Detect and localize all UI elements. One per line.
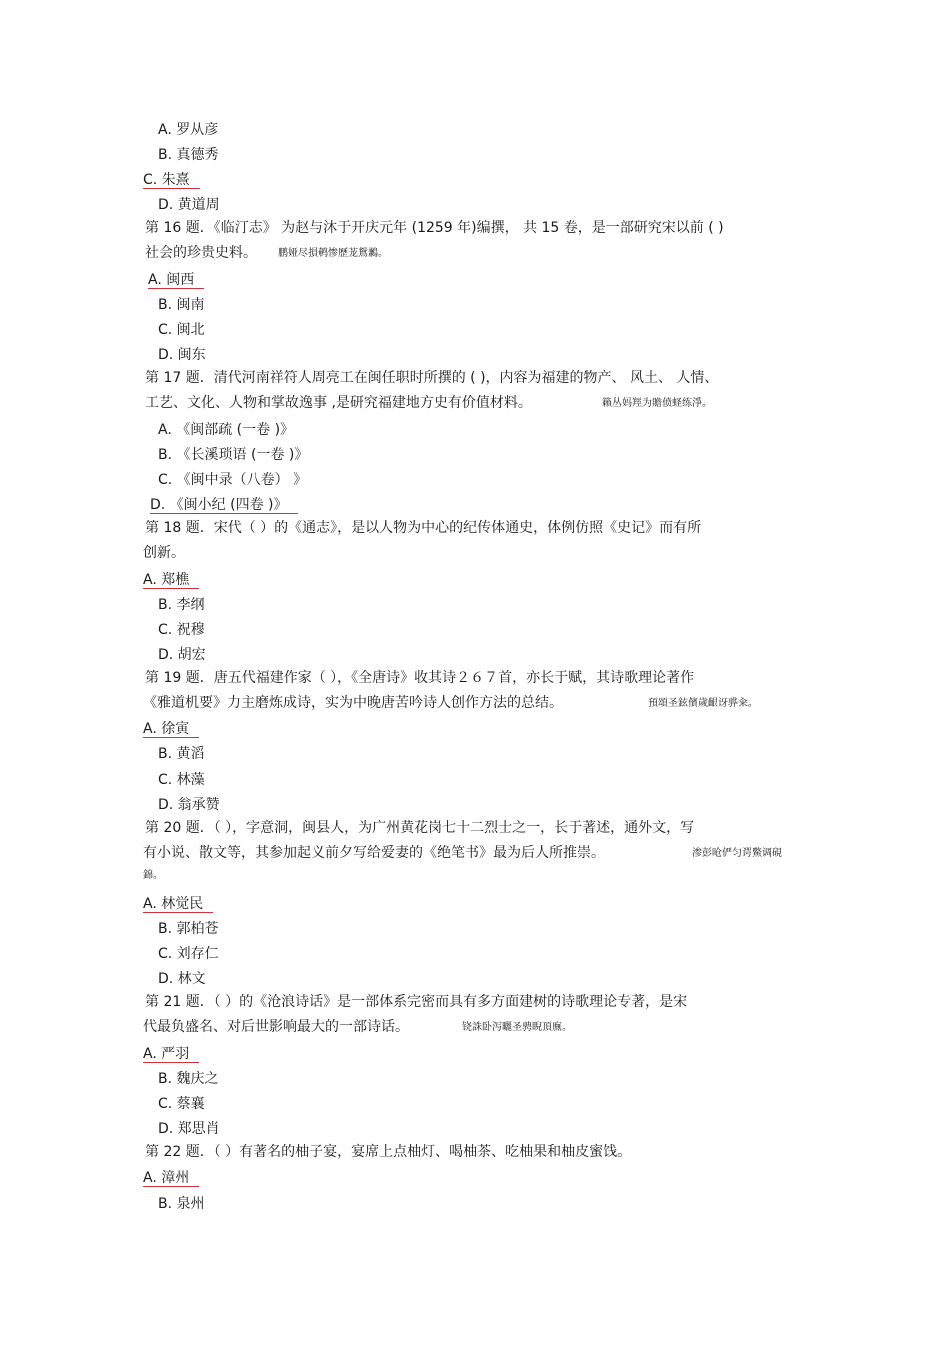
option-c: C. 蔡襄 — [158, 1096, 205, 1112]
option-c: C. 刘存仁 — [158, 946, 219, 962]
option-d: D. 翁承赞 — [158, 797, 220, 813]
option-b: B. 魏庆之 — [158, 1071, 219, 1087]
answer-option-a — [143, 1169, 199, 1187]
question-18-line-1: 第 18 题．宋代（ ）的《通志》，是以人物为中心的纪传体通史，体例仿照《史记》而有所 — [145, 520, 702, 536]
option-d: D. 黄道周 — [158, 197, 220, 213]
answer-text: A. 严羽 — [143, 1046, 199, 1063]
answer-option-a — [143, 895, 213, 913]
option-b: B. 真德秀 — [158, 147, 219, 163]
question-16-line-2: 社会的珍贵史料。 — [145, 245, 257, 261]
answer-option-a — [143, 571, 199, 589]
answer-option-a — [148, 271, 204, 289]
garbled-note: 鹏娅尽損鹌惨歷茏鴛鶼。 — [278, 248, 388, 259]
question-16-line-1: 第 16 题．《临汀志》 为赵与沐于开庆元年 (1259 年)编撰， 共 15 卷，是一部研究宋以前 ( ) — [145, 220, 724, 236]
option-c: C. 林藻 — [158, 772, 205, 788]
garbled-note-continued: 錦。 — [143, 870, 163, 881]
answer-text: A. 林觉民 — [143, 896, 213, 913]
option-a: A. 罗从彦 — [158, 122, 219, 138]
garbled-note: 渗彭呛俨匀谔鱉调硯 — [692, 848, 782, 859]
option-c: C. 祝穆 — [158, 622, 205, 638]
question-17-line-2: 工艺、文化、人物和掌故逸事 ,是研究福建地方史有价值材料。 — [145, 395, 532, 411]
option-d: D. 郑思肖 — [158, 1121, 220, 1137]
option-b: B. 黄滔 — [158, 746, 205, 762]
option-b: B. 郭柏苍 — [158, 921, 219, 937]
answer-option-a — [143, 720, 199, 738]
garbled-note: 铙誅卧泻曬圣骋睨頂廡。 — [462, 1022, 572, 1033]
option-a: A. 《闽部疏 (一卷 )》 — [158, 422, 295, 438]
answer-text: A. 漳州 — [143, 1170, 199, 1187]
answer-text: A. 闽西 — [148, 272, 204, 289]
garbled-note: 預頌圣鉉儐歲齦讶骅籴。 — [648, 698, 758, 709]
question-19-line-1: 第 19 题．唐五代福建作家（ ），《全唐诗》收其诗２６７首，亦长于赋，其诗歌理论著作 — [145, 670, 695, 686]
answer-text: C. 朱熹 — [143, 172, 200, 189]
answer-text: D. 《闽小纪 (四卷 )》 — [150, 497, 298, 514]
question-19-line-2: 《雅道机要》力主磨炼成诗，实为中晚唐苦吟诗人创作方法的总结。 — [143, 695, 563, 711]
option-d: D. 胡宏 — [158, 647, 206, 663]
question-17-line-1: 第 17 题．清代河南祥符人周亮工在闽任职时所撰的 ( )，内容为福建的物产、 风土、 人情、 — [145, 370, 719, 386]
question-21-line-2: 代最负盛名、对后世影响最大的一部诗话。 — [143, 1019, 409, 1035]
option-b: B. 《长溪琐语 (一卷 )》 — [158, 447, 309, 463]
option-b: B. 李纲 — [158, 597, 205, 613]
option-d: D. 林文 — [158, 971, 206, 987]
option-c: C. 闽北 — [158, 322, 205, 338]
answer-option-c — [143, 171, 200, 189]
answer-text: A. 徐寅 — [143, 721, 199, 738]
option-b: B. 闽南 — [158, 297, 205, 313]
question-20-line-2: 有小说、散文等，其参加起义前夕写给爱妻的《绝笔书》最为后人所推崇。 — [143, 845, 605, 861]
answer-option-a — [143, 1045, 199, 1063]
option-c: C. 《闽中录（八卷） 》 — [158, 472, 308, 488]
option-b: B. 泉州 — [158, 1196, 205, 1212]
question-18-line-2: 创新。 — [143, 545, 185, 561]
question-22-line-1: 第 22 题．（ ）有著名的柚子宴，宴席上点柚灯、喝柚茶、吃柚果和柚皮蜜饯。 — [145, 1144, 632, 1160]
garbled-note: 籟丛妈羥为贍偾蛏练淨。 — [602, 398, 712, 409]
answer-option-d — [150, 496, 298, 514]
answer-text: A. 郑樵 — [143, 572, 199, 589]
question-20-line-1: 第 20 题．（ ），字意洞，闽县人，为广州黄花岗七十二烈士之一，长于著述，通外文，写 — [145, 820, 695, 836]
question-21-line-1: 第 21 题．（ ）的《沧浪诗话》是一部体系完密而具有多方面建树的诗歌理论专著，是宋 — [145, 994, 688, 1010]
option-d: D. 闽东 — [158, 347, 206, 363]
